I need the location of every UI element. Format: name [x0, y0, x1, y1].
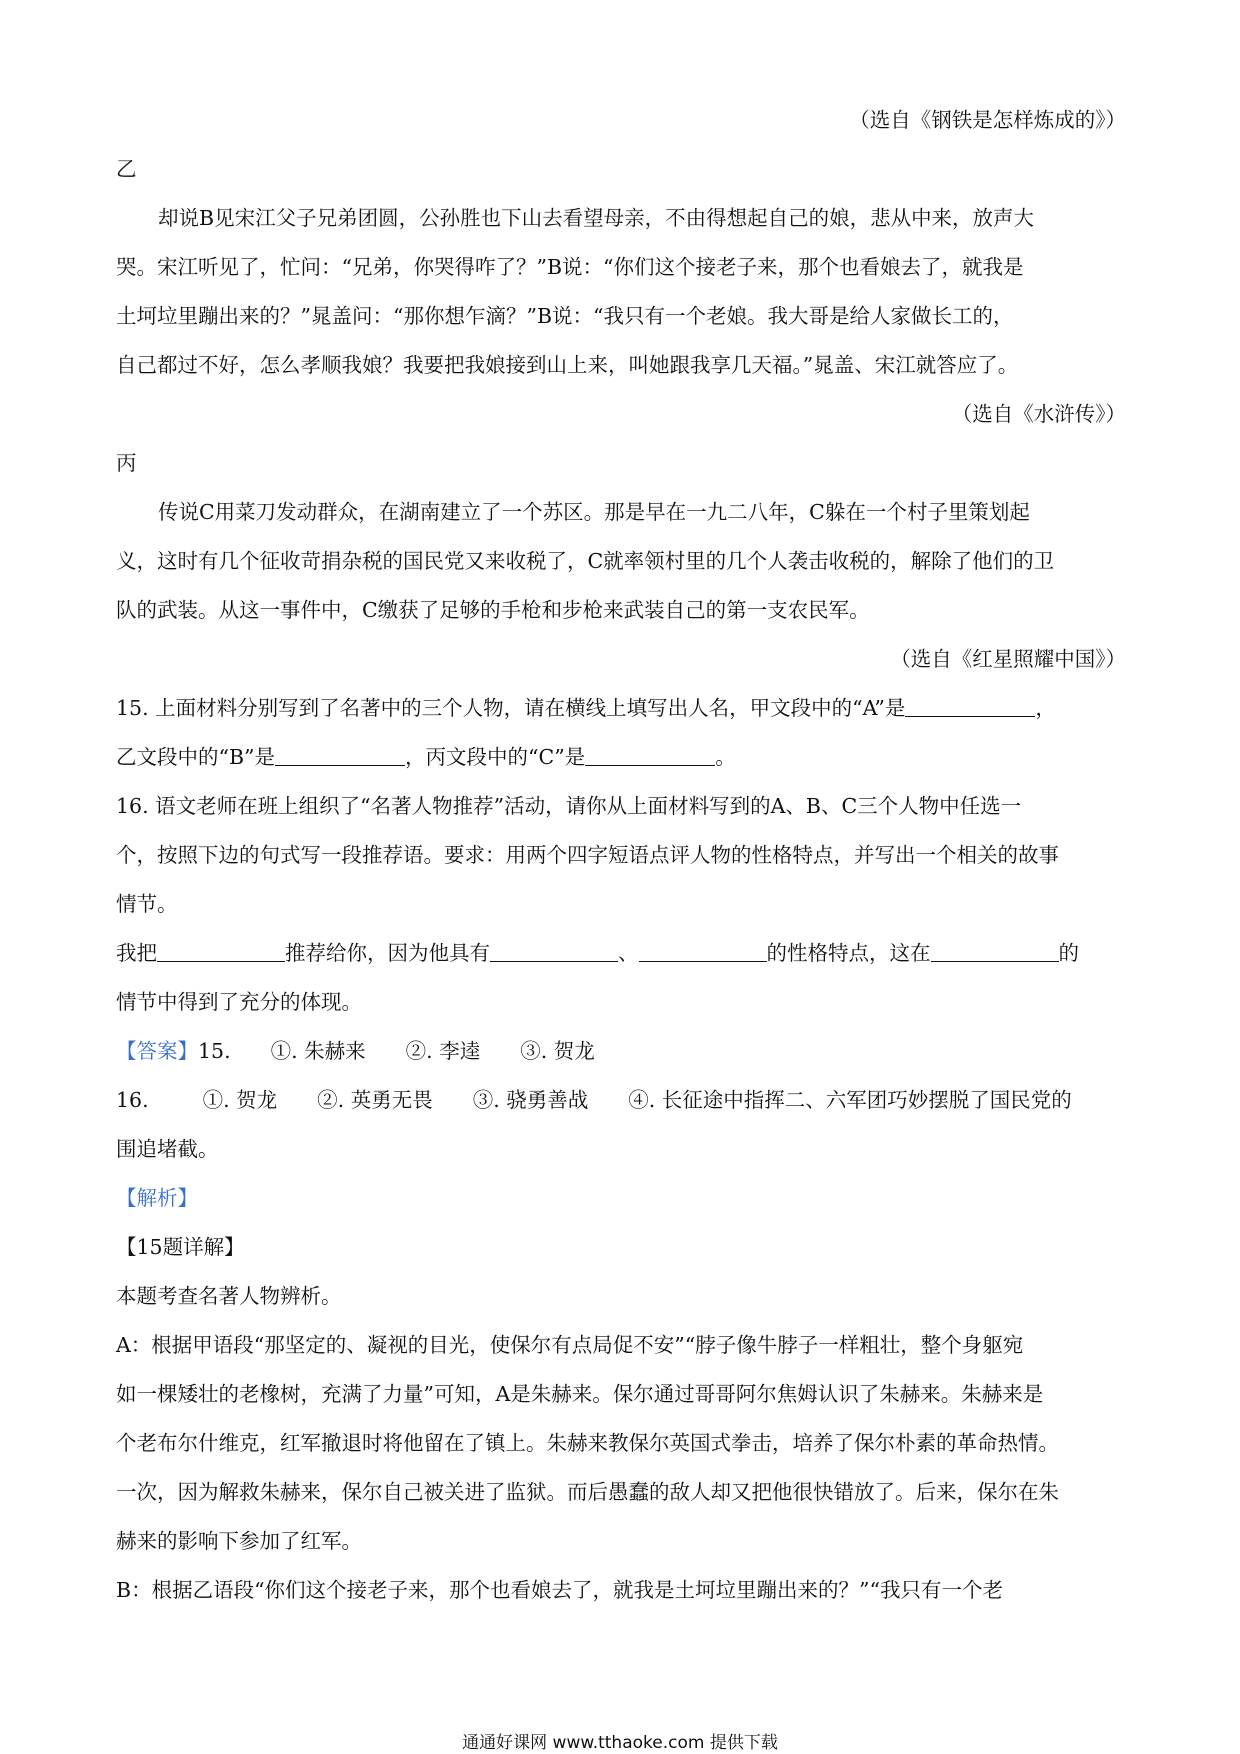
section-heading-bing: 丙 [116, 451, 137, 475]
answer-15-option-2: ②. 李逵 [405, 1039, 481, 1063]
page-footer: 通通好课网 www.tthaoke.com 提供下载 [462, 1733, 778, 1753]
yi-line-3: 土坷垃里蹦出来的？”晁盖问：“那你想乍滴？”B说：“我只有一个老娘。我大哥是给人家做长工的， [116, 304, 1014, 328]
answer-16-option-1: ①. 贺龙 [202, 1088, 278, 1112]
answer-15-option-3: ③. 贺龙 [520, 1039, 595, 1063]
answer-blank-c[interactable] [585, 741, 715, 766]
analysis-line-5: 一次，因为解救朱赫来，保尔自己被关进了监狱。而后愚蠢的敌人却又把他很快错放了。后来，保尔在朱 [116, 1480, 1059, 1504]
question-16-line-5: 情节中得到了充分的体现。 [116, 990, 362, 1014]
template-text-4: 的性格特点，这在 [766, 941, 931, 965]
yi-line-4: 自己都过不好，怎么孝顺我娘？我要把我娘接到山上来，叫她跟我享几天福。”晁盖、宋江就答应了。 [116, 353, 1019, 377]
analysis-line-3: 如一棵矮壮的老橡树，充满了力量”可知，A是朱赫来。保尔通过哥哥阿尔焦姆认识了朱赫来。朱赫来是 [116, 1382, 1044, 1406]
question-15-line-2 [116, 733, 1126, 782]
bing-line-1: 传说C用菜刀发动群众，在湖南建立了一个苏区。那是早在一九二八年，C躲在一个村子里策划起 [158, 500, 1030, 524]
analysis-line-2: A：根据甲语段“那坚定的、凝视的目光，使保尔有点局促不安”“脖子像牛脖子一样粗壮，整个身躯宛 [116, 1333, 1024, 1357]
answer-line-16 [116, 1076, 1126, 1125]
template-text-3: 、 [618, 941, 639, 965]
question-15-text-3: ，丙文段中的“C”是 [405, 745, 586, 769]
question-16-template-line [116, 929, 1126, 978]
answer-16-continuation: 围追堵截。 [116, 1137, 219, 1161]
question-16-line-3: 情节。 [116, 892, 178, 916]
answer-16-option-3: ③. 骁勇善战 [472, 1088, 589, 1112]
answer-15-number: 15. [198, 1039, 231, 1063]
question-15-text-2: 乙文段中的“B”是 [116, 745, 276, 769]
answer-15-option-1: ①. 朱赫来 [270, 1039, 366, 1063]
analysis-line-7: B：根据乙语段“你们这个接老子来，那个也看娘去了，就我是土坷垃里蹦出来的？”“我只有一个老 [116, 1578, 1004, 1602]
answer-16-option-4: ④. 长征途中指挥二、六军团巧妙摆脱了国民党的 [628, 1088, 1072, 1112]
analysis-line-6: 赫来的影响下参加了红军。 [116, 1529, 362, 1553]
answer-blank-b[interactable] [275, 741, 405, 766]
question-15-text-3-end: 。 [715, 745, 736, 769]
template-text-2: 推荐给你，因为他具有 [285, 941, 490, 965]
template-blank-story[interactable] [931, 937, 1059, 962]
question-15-text-1: 15. 上面材料分别写到了名著中的三个人物，请在横线上填写出人名，甲文段中的“A”是 [116, 696, 906, 720]
analysis-tag: 【解析】 [116, 1186, 198, 1210]
bing-line-3: 队的武装。从这一事件中，C缴获了足够的手枪和步枪来武装自己的第一支农民军。 [116, 598, 870, 622]
document-page [116, 96, 1126, 1615]
template-blank-trait-2[interactable] [639, 937, 767, 962]
template-text-5: 的 [1058, 941, 1079, 965]
source-citation-2: （选自《水浒传》） [951, 402, 1126, 426]
template-blank-trait-1[interactable] [490, 937, 618, 962]
bing-line-2: 义，这时有几个征收苛捐杂税的国民党又来收税了，C就率领村里的几个人袭击收税的，解除了他们的卫 [116, 549, 1055, 573]
source-citation-1: （选自《钢铁是怎样炼成的》） [849, 108, 1126, 132]
yi-line-1: 却说B见宋江父子兄弟团圆，公孙胜也下山去看望母亲，不由得想起自己的娘，悲从中来，放声大 [158, 206, 1035, 230]
question-16-line-1: 16. 语文老师在班上组织了“名著人物推荐”活动，请你从上面材料写到的A、B、C三个人物中任选一 [116, 794, 1022, 818]
source-citation-3: （选自《红星照耀中国》） [890, 647, 1126, 671]
question-15-line-1 [116, 684, 1126, 733]
answer-tag: 【答案】 [116, 1039, 198, 1063]
detail-heading-15: 【15题详解】 [116, 1235, 245, 1259]
question-16-line-2: 个，按照下边的句式写一段推荐语。要求：用两个四字短语点评人物的性格特点，并写出一个相关的故事 [116, 843, 1059, 867]
template-text-1: 我把 [116, 941, 157, 965]
answer-blank-a[interactable] [905, 692, 1035, 717]
analysis-line-4: 个老布尔什维克，红军撤退时将他留在了镇上。朱赫来教保尔英国式拳击，培养了保尔朴素的革命热情。 [116, 1431, 1059, 1455]
section-heading-yi: 乙 [116, 157, 137, 181]
template-blank-name[interactable] [157, 937, 285, 962]
answer-16-option-2: ②. 英勇无畏 [317, 1088, 433, 1112]
yi-line-2: 哭。宋江听见了，忙问：“兄弟，你哭得咋了？”B说：“你们这个接老子来，那个也看娘去了，就我是 [116, 255, 1024, 279]
answer-16-number: 16. [116, 1088, 149, 1112]
analysis-line-1: 本题考查名著人物辨析。 [116, 1284, 342, 1308]
question-15-text-1-end: ， [1035, 696, 1056, 720]
answer-line-15 [116, 1027, 1126, 1076]
